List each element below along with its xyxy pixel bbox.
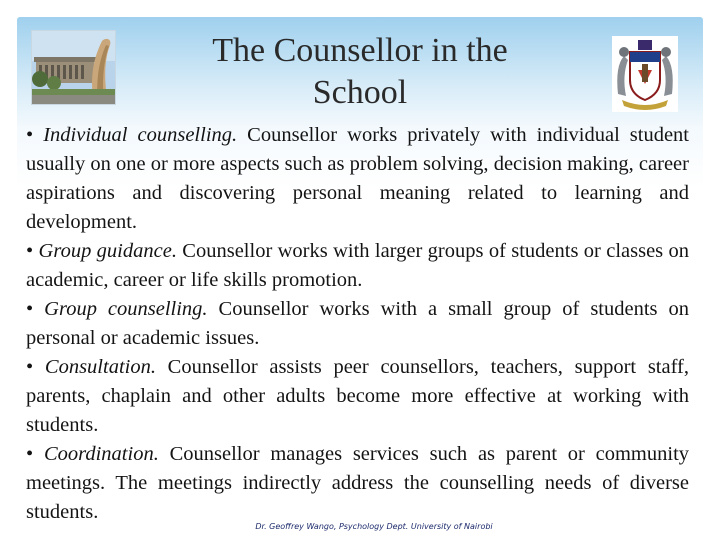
item-text: Counsellor assists peer counsellors, teachers, support staff, parents, chaplain and other adults become more effective at working with students. bbox=[26, 356, 690, 436]
slide-body bbox=[26, 121, 689, 527]
bullet: • bbox=[26, 443, 34, 465]
item-text: Counsellor works privately with individual student usually on one or more aspects such as problem solving, decision making, career aspirations and discovering personal meaning related to learning and development. bbox=[26, 124, 690, 233]
item-term: Group counselling. bbox=[44, 298, 208, 320]
item-text: Counsellor manages services such as parent or community meetings. The meetings indirectly address the counselling needs of diverse students. bbox=[26, 443, 690, 523]
item-text: Counsellor works with larger groups of students or classes on academic, career or life skills promotion. bbox=[26, 240, 690, 291]
university-crest-icon bbox=[612, 36, 678, 112]
list-item bbox=[26, 353, 689, 440]
list-item bbox=[26, 121, 689, 237]
bullet: • bbox=[26, 124, 34, 146]
list-item bbox=[26, 295, 689, 353]
title-line-2: School bbox=[312, 74, 408, 111]
bullet: • bbox=[26, 240, 34, 262]
item-text: Counsellor works with a small group of students on personal or academic issues. bbox=[26, 298, 689, 349]
list-item bbox=[26, 440, 689, 527]
item-term: Coordination. bbox=[43, 443, 159, 465]
bullet: • bbox=[26, 298, 34, 320]
campus-photo-icon bbox=[31, 30, 116, 105]
slide-footer: Dr. Geoffrey Wango, Psychology Dept. University of Nairobi bbox=[255, 522, 493, 531]
title-line-1: The Counsellor in the bbox=[212, 32, 508, 69]
page-title bbox=[150, 30, 570, 114]
item-term: Group guidance. bbox=[38, 240, 177, 262]
item-term: Individual counselling. bbox=[43, 124, 238, 146]
item-term: Consultation. bbox=[44, 356, 156, 378]
bullet: • bbox=[26, 356, 34, 378]
list-item bbox=[26, 237, 689, 295]
